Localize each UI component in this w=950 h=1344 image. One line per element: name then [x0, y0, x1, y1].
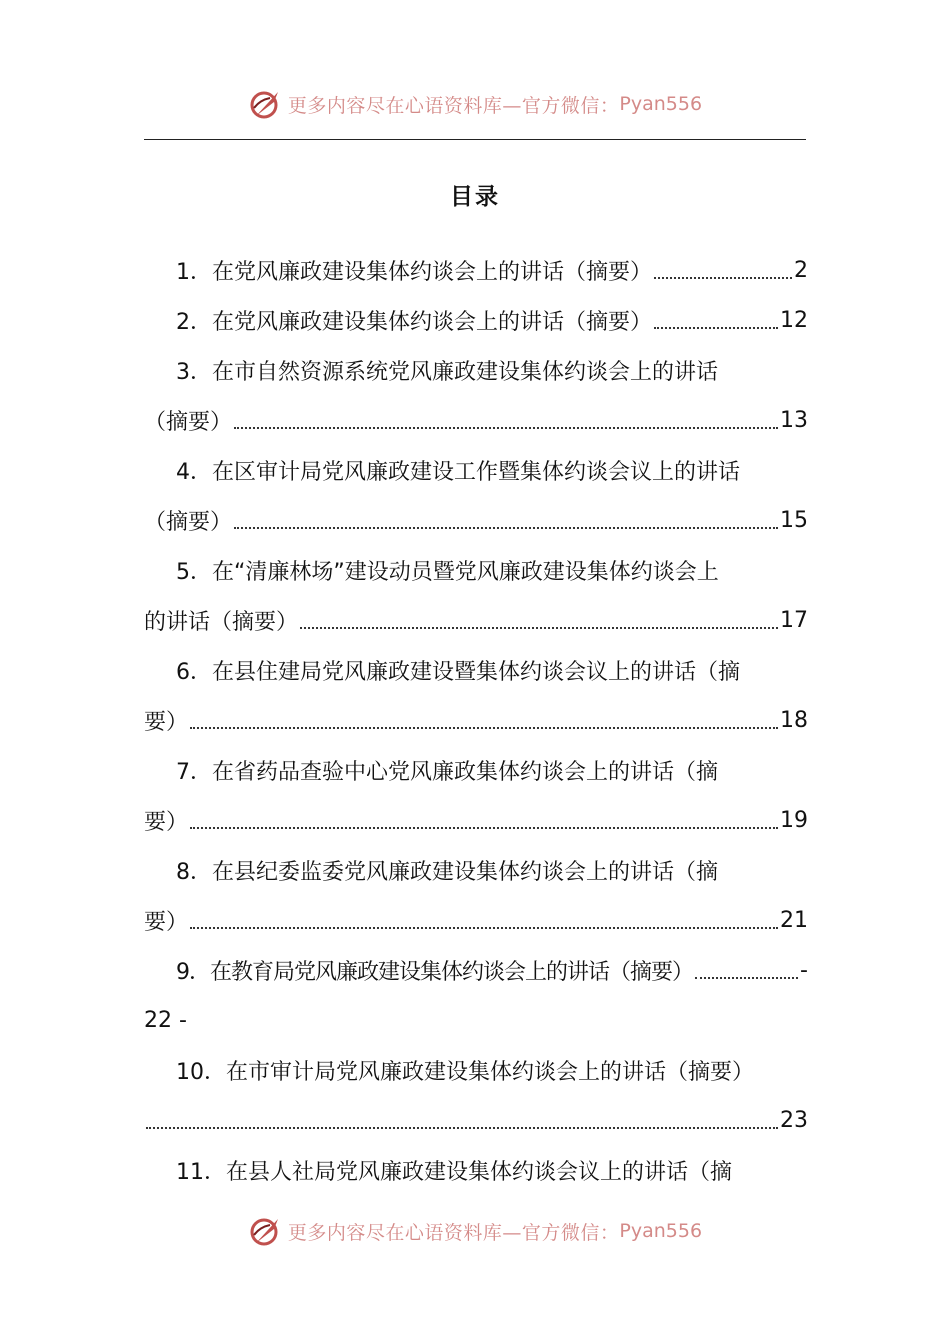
- toc-entry-9[interactable]: [144, 945, 808, 995]
- toc-entry-4-cont[interactable]: [144, 495, 808, 545]
- toc-entry-5-cont[interactable]: [144, 595, 808, 645]
- toc-entry-1[interactable]: [144, 245, 808, 295]
- toc-entry-title: 1．在党风廉政建设集体约谈会上的讲话（摘要）: [176, 259, 652, 285]
- toc-entry-title: 4．在区审计局党风廉政建设工作暨集体约谈会议上的讲话: [176, 459, 740, 485]
- toc-entry-8-cont[interactable]: [144, 895, 808, 945]
- page-title: 目录: [450, 184, 500, 210]
- toc-page-number: 23: [780, 1107, 808, 1133]
- toc-entry-5[interactable]: [144, 545, 808, 595]
- toc-entry-title: 8．在县纪委监委党风廉政建设集体约谈会上的讲话（摘: [176, 859, 718, 885]
- toc-leader: [654, 277, 792, 279]
- header-divider: [144, 139, 806, 140]
- toc-entry-title: 10．在市审计局党风廉政建设集体约谈会上的讲话（摘要）: [176, 1059, 754, 1085]
- toc-page-number: 18: [780, 707, 808, 733]
- toc-entry-title-cont: （摘要）: [144, 509, 233, 535]
- toc-entry-6[interactable]: [144, 645, 808, 695]
- toc-entry-title: 11．在县人社局党风廉政建设集体约谈会议上的讲话（摘: [176, 1159, 732, 1185]
- toc-page-number: 12: [780, 307, 808, 333]
- toc-entry-7-cont[interactable]: [144, 795, 808, 845]
- toc-entry-10-cont[interactable]: [144, 1095, 808, 1145]
- toc-entry-6-cont[interactable]: [144, 695, 808, 745]
- banner-wechat-id: Pyan556: [619, 1220, 703, 1242]
- toc-leader: [695, 977, 798, 979]
- toc-leader: [190, 827, 778, 829]
- toc-entry-title-cont: 要）: [144, 909, 189, 935]
- toc-entry-title: 5．在“清廉林场”建设动员暨党风廉政建设集体约谈会上: [176, 559, 719, 585]
- toc-entry-11[interactable]: [144, 1145, 808, 1195]
- toc-leader: [146, 1127, 778, 1129]
- toc-entry-3[interactable]: [144, 345, 808, 395]
- toc-entry-title: 3．在市自然资源系统党风廉政建设集体约谈会上的讲话: [176, 359, 718, 385]
- quill-logo-icon: [248, 1213, 284, 1249]
- toc-page-number: -: [800, 957, 808, 983]
- toc-page-number: 15: [780, 507, 808, 533]
- toc-entry-title: 9．在教育局党风廉政建设集体约谈会上的讲话（摘要）: [176, 959, 693, 985]
- toc-entry-8[interactable]: [144, 845, 808, 895]
- toc-entry-title-cont: （摘要）: [144, 409, 233, 435]
- quill-logo-icon: [248, 86, 284, 122]
- toc-entry-2[interactable]: [144, 295, 808, 345]
- toc-entry-title-cont: 的讲话（摘要）: [144, 609, 299, 635]
- toc-leader: [234, 427, 778, 429]
- toc-entry-title: 6．在县住建局党风廉政建设暨集体约谈会议上的讲话（摘: [176, 659, 740, 685]
- toc-leader: [234, 527, 778, 529]
- toc-entry-7[interactable]: [144, 745, 808, 795]
- toc-entry-title-cont: 要）: [144, 709, 189, 735]
- toc-leader: [300, 627, 778, 629]
- banner-text: 更多内容尽在心语资料库—官方微信：: [287, 1221, 620, 1244]
- toc-entry-title: 2．在党风廉政建设集体约谈会上的讲话（摘要）: [176, 309, 652, 335]
- table-of-contents: [144, 245, 808, 1195]
- toc-entry-4[interactable]: [144, 445, 808, 495]
- toc-entry-title: 7．在省药品查验中心党风廉政集体约谈会上的讲话（摘: [176, 759, 718, 785]
- toc-leader: [190, 727, 778, 729]
- banner-wechat-id: Pyan556: [619, 93, 703, 115]
- toc-page-number: 17: [780, 607, 808, 633]
- banner-text: 更多内容尽在心语资料库—官方微信：: [287, 94, 620, 117]
- toc-page-number: 19: [780, 807, 808, 833]
- footer-banner: [0, 1211, 950, 1251]
- toc-entry-10[interactable]: [144, 1045, 808, 1095]
- toc-page-number: 2: [794, 257, 808, 283]
- header-banner: [0, 84, 950, 124]
- toc-leader: [654, 327, 778, 329]
- toc-leader: [190, 927, 778, 929]
- toc-entry-title-cont: 要）: [144, 809, 189, 835]
- toc-page-number: 21: [780, 907, 808, 933]
- toc-entry-9-cont[interactable]: [144, 995, 808, 1045]
- toc-entry-3-cont[interactable]: [144, 395, 808, 445]
- toc-page-number-cont: 22 -: [144, 1007, 187, 1033]
- toc-page-number: 13: [780, 407, 808, 433]
